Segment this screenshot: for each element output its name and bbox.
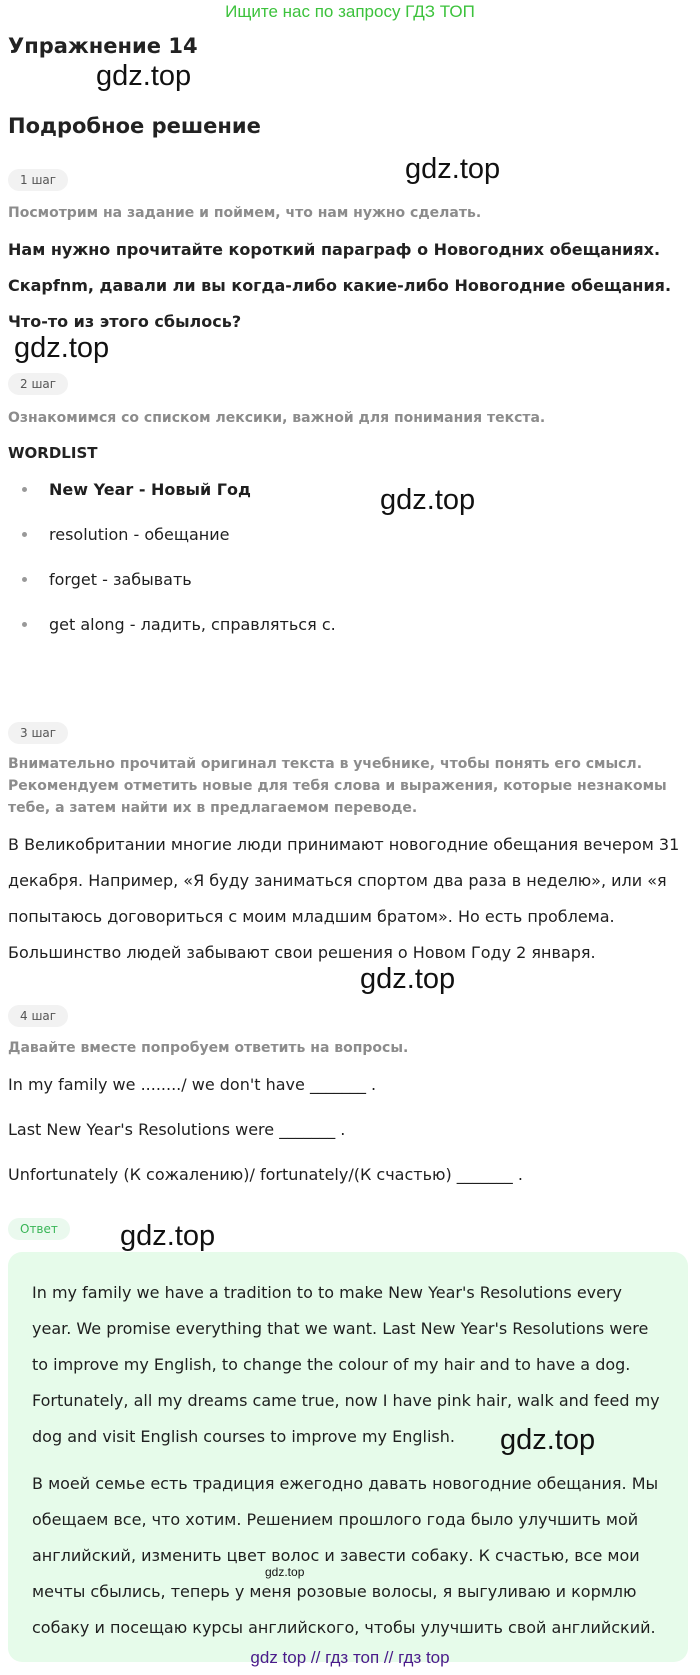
watermark: gdz.top bbox=[405, 153, 501, 185]
solution-heading: Подробное решение bbox=[8, 114, 261, 138]
wordlist bbox=[22, 478, 336, 658]
step-3-hint: Внимательно прочитай оригинал текста в учебнике, чтобы понять его смысл. Рекомендуем отметить новые для тебя слова и выражения, которые незнакомы тебе, а затем найти их в предлагаемом переводе. bbox=[8, 756, 667, 816]
watermark: gdz.top bbox=[96, 60, 192, 92]
answer-english: In my family we have a tradition to to make New Year's Resolutions every year. We promise everything that we want. Last New Year's Resolutions were to improve my English, to change the colour of my hair and to have a dog. Fortunately, all my dreams came true, now I have pink hair, walk and feed my dog and visit English courses to improve my English. bbox=[32, 1283, 660, 1446]
wordlist-item: New Year - Новый Год bbox=[22, 478, 336, 523]
step-2-hint: Ознакомимся со списком лексики, важной для понимания текста. bbox=[8, 410, 546, 426]
watermark: gdz.top bbox=[14, 332, 110, 364]
wordlist-item: resolution - обещание bbox=[22, 523, 336, 568]
answer-russian: В моей семье есть традиция ежегодно давать новогодние обещания. Мы обещаем все, что хотим. Решением прошлого года было улучшить мой английский, изменить цвет волос и завести собаку. К счастью, все мои мечты сбылись, теперь у меня розовые волосы, я выгуливаю и кормлю собаку и посещаю курсы английского, чтобы улучшить свой английский. bbox=[32, 1474, 659, 1637]
wordlist-title: WORDLIST bbox=[8, 444, 98, 462]
exercise-title: Упражнение 14 bbox=[8, 34, 198, 58]
wordlist-item: forget - забывать bbox=[22, 568, 336, 613]
step-4-badge: 4 шаг bbox=[8, 1005, 68, 1027]
watermark: gdz.top bbox=[360, 963, 456, 995]
question-1: In my family we ......../ we don't have _______ . bbox=[8, 1075, 377, 1094]
step-4-hint: Давайте вместе попробуем ответить на вопросы. bbox=[8, 1040, 409, 1056]
bullet-icon bbox=[22, 577, 27, 582]
answer-badge: Ответ bbox=[8, 1218, 70, 1240]
step-2-badge: 2 шаг bbox=[8, 373, 68, 395]
wordlist-item: get along - ладить, справляться с. bbox=[22, 613, 336, 658]
question-3: Unfortunately (К сожалению)/ fortunately/(К счастью) _______ . bbox=[8, 1165, 523, 1184]
search-banner[interactable]: Ищите нас по запросу ГДЗ ТОП bbox=[225, 2, 475, 21]
question-2: Last New Year's Resolutions were _______ . bbox=[8, 1120, 346, 1139]
step-1-badge: 1 шаг bbox=[8, 169, 68, 191]
watermark: gdz.top bbox=[265, 1565, 305, 1579]
step-3-badge: 3 шаг bbox=[8, 722, 68, 744]
footer-links[interactable]: gdz top // гдз топ // гдз top bbox=[250, 1648, 450, 1667]
bullet-icon bbox=[22, 622, 27, 627]
bullet-icon bbox=[22, 487, 27, 492]
bullet-icon bbox=[22, 532, 27, 537]
watermark: gdz.top bbox=[380, 484, 476, 516]
watermark: gdz.top bbox=[500, 1424, 596, 1456]
watermark: gdz.top bbox=[120, 1220, 216, 1252]
step-1-hint: Посмотрим на задание и поймем, что нам нужно сделать. bbox=[8, 205, 482, 221]
step-3-text: В Великобритании многие люди принимают новогодние обещания вечером 31 декабря. Например, «Я буду заниматься спортом два раза в неделю», или «я попытаюсь договориться с моим младшим братом». Но есть проблема. Большинство людей забывают свои решения о Новом Году 2 января. bbox=[8, 835, 680, 962]
step-1-text: Нам нужно прочитайте короткий параграф о Новогодних обещаниях. Скарfnm, давали ли вы когда-либо какие-либо Новогодние обещания. Что-то из этого сбылось? bbox=[8, 240, 672, 331]
